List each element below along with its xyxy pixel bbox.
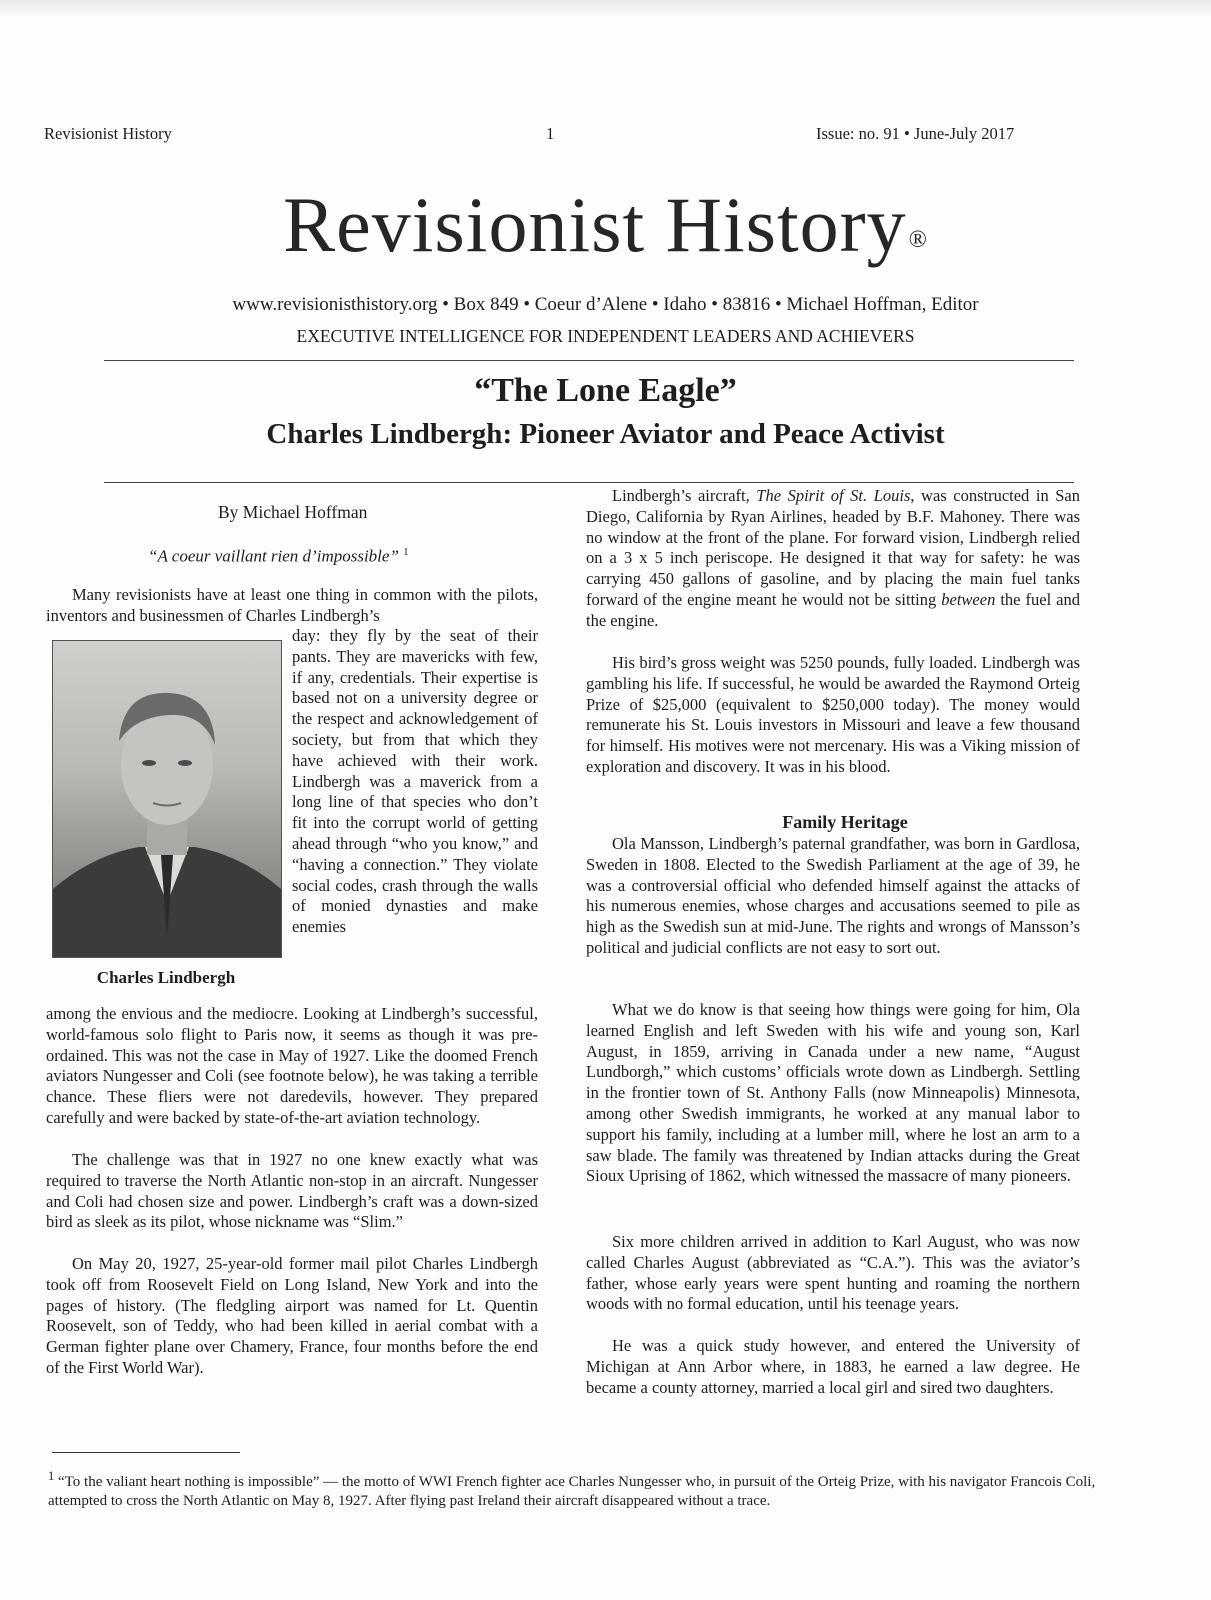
right-paragraph-1: [586, 486, 1080, 632]
left-paragraph-3: On May 20, 1927, 25-year-old former mail pilot Charles Lindbergh took off from Roosevelt Field on Long Island, New York and into the pages of history. (The fledgling airport was named for Lt. Quentin Roosevelt, son of Teddy, who had been killed in aerial combat with a German fighter plane over Chamery, France, four months before the end of the First World War).: [46, 1254, 538, 1377]
aircraft-name: The Spirit of St. Louis: [756, 486, 911, 505]
article-title: “The Lone Eagle”: [474, 372, 737, 409]
left-paragraph-wrap: day: they fly by the seat of their pants. They are mavericks with few, if any, credentials. Their expertise is based not on a university degree or the respect and acknowledgement of society, but from that which they have achieved with their work. Lindbergh was a maverick from a long line of that species who don’t fit into the corrupt world of getting ahead through “who you know,” and “having a connection.” They violate social codes, crash through the walls of monied dynasties and make enemies: [292, 626, 538, 937]
masthead-tagline: EXECUTIVE INTELLIGENCE FOR INDEPENDENT LEADERS AND ACHIEVERS: [296, 326, 915, 346]
motto-text: “A coeur vaillant rien d’impossible”: [148, 546, 399, 566]
running-header-title: Revisionist History: [44, 124, 172, 143]
footnote-rule: [52, 1452, 240, 1453]
right-p1-text-a: Lindbergh’s aircraft,: [612, 486, 750, 505]
lindbergh-photo: [52, 640, 282, 958]
issue-info: Issue: no. 91 • June-July 2017: [816, 124, 1015, 143]
right-paragraph-6: He was a quick study however, and entered the University of Michigan at Ann Arbor where, in 1883, he earned a law degree. He became a county attorney, married a local girl and sired two daughters.: [586, 1336, 1080, 1397]
page-edge-shadow: [0, 0, 1211, 18]
article-subtitle: Charles Lindbergh: Pioneer Aviator and Peace Activist: [266, 418, 945, 450]
footnote-ref: 1: [403, 546, 409, 558]
footnote-number: 1: [48, 1469, 55, 1483]
left-paragraph-2: The challenge was that in 1927 no one knew exactly what was required to traverse the North Atlantic non-stop in an aircraft. Nungesser and Coli had chosen size and power. Lindbergh’s craft was a down-sized bird as sleek as its pilot, whose nickname was “Slim.”: [46, 1150, 538, 1232]
right-paragraph-4: What we do know is that seeing how things were going for him, Ola learned English and left Sweden with his wife and young son, Karl August, in 1859, arriving in Canada under a new name, “August Lundborgh,” which customs’ officials wrote down as Lindbergh. Settling in the frontier town of St. Anthony Falls (now Minneapolis) Minnesota, among other Swedish immigrants, he worked at any manual labor to support his family, including at a lumber mill, where he lost an arm to a saw blade. The family was threatened by Indian attacks during the Great Sioux Uprising of 1862, which witnessed the massacre of many pioneers.: [586, 1000, 1080, 1186]
left-paragraph-continued: among the envious and the mediocre. Looking at Lindbergh’s successful, world-famous solo flight to Paris now, it seems as though it was pre-ordained. This was not the case in May of 1927. Like the doomed French aviators Nungesser and Coli (see footnote below), he was taking a terrible chance. These fliers were not daredevils, however. They prepared carefully and were backed by state-of-the-art aviation technology.: [46, 1004, 538, 1127]
right-paragraph-2: His bird’s gross weight was 5250 pounds, fully loaded. Lindbergh was gambling his life. If successful, he would be awarded the Raymond Orteig Prize of $25,000 (equivalent to $250,000 today). The money would remunerate his St. Louis investors in Missouri and leave a few thousand for himself. His motives were not mercenary. His was a Viking mission of exploration and discovery. It was in his blood.: [586, 653, 1080, 776]
photo-caption: Charles Lindbergh: [96, 968, 236, 987]
right-p1-text-b: , was constructed in San Diego, California by Ryan Airlines, headed by B.F. Mahoney. There was no window at the front of the plane. For forward vision, Lindbergh relied on a 3 x 5 inch periscope. He designed it that way for safety: he was carrying 450 gallons of gasoline, and by placing the main fuel tanks forward of the engine meant he would not be sitting: [586, 486, 1080, 609]
masthead-info-line: www.revisionisthistory.org • Box 849 • Coeur d’Alene • Idaho • 83816 • Michael Hoffman, Editor: [232, 294, 979, 315]
left-paragraph-intro: Many revisionists have at least one thing in common with the pilots, inventors and businessmen of Charles Lindbergh’s: [46, 585, 538, 625]
portrait-illustration: [53, 641, 281, 957]
byline: By Michael Hoffman: [218, 502, 368, 522]
right-paragraph-3: Ola Mansson, Lindbergh’s paternal grandfather, was born in Gardlosa, Sweden in 1808. Elected to the Swedish Parliament at the age of 39, he was a controversial official who defended himself against the attacks of his numerous enemies, whose charges and accusations seemed to pile as high as the Swedish sun at mid-June. The rights and wrongs of Mansson’s political and judicial conflicts are not easy to sort out.: [586, 834, 1080, 957]
page-number: 1: [546, 124, 555, 143]
title-bottom-rule: [104, 482, 1074, 483]
title-top-rule: [104, 360, 1074, 361]
registered-mark: ®: [908, 227, 928, 253]
motto: [148, 546, 409, 567]
right-paragraph-5: Six more children arrived in addition to Karl August, who was now called Charles August (abbreviated as “C.A.”). This was the aviator’s father, whose early years were spent hunting and roaming the northern woods with no formal education, until his teenage years.: [586, 1232, 1080, 1314]
masthead-title-text: Revisionist History: [283, 181, 907, 268]
footnote-text: “To the valiant heart nothing is impossible” — the motto of WWI French fighter ace Charles Nungesser who, in pursuit of the Orteig Prize, with his navigator Francois Coli, attempted to cross the North Atlantic on May 8, 1927. After flying past Ireland their aircraft disappeared without a trace.: [48, 1474, 1096, 1509]
masthead-title: [0, 180, 1211, 270]
right-p1-text-c: the fuel and the engine.: [586, 589, 1080, 630]
footnote: [48, 1467, 1108, 1511]
emphasis-between: between: [941, 589, 996, 609]
section-heading: Family Heritage: [782, 812, 908, 832]
